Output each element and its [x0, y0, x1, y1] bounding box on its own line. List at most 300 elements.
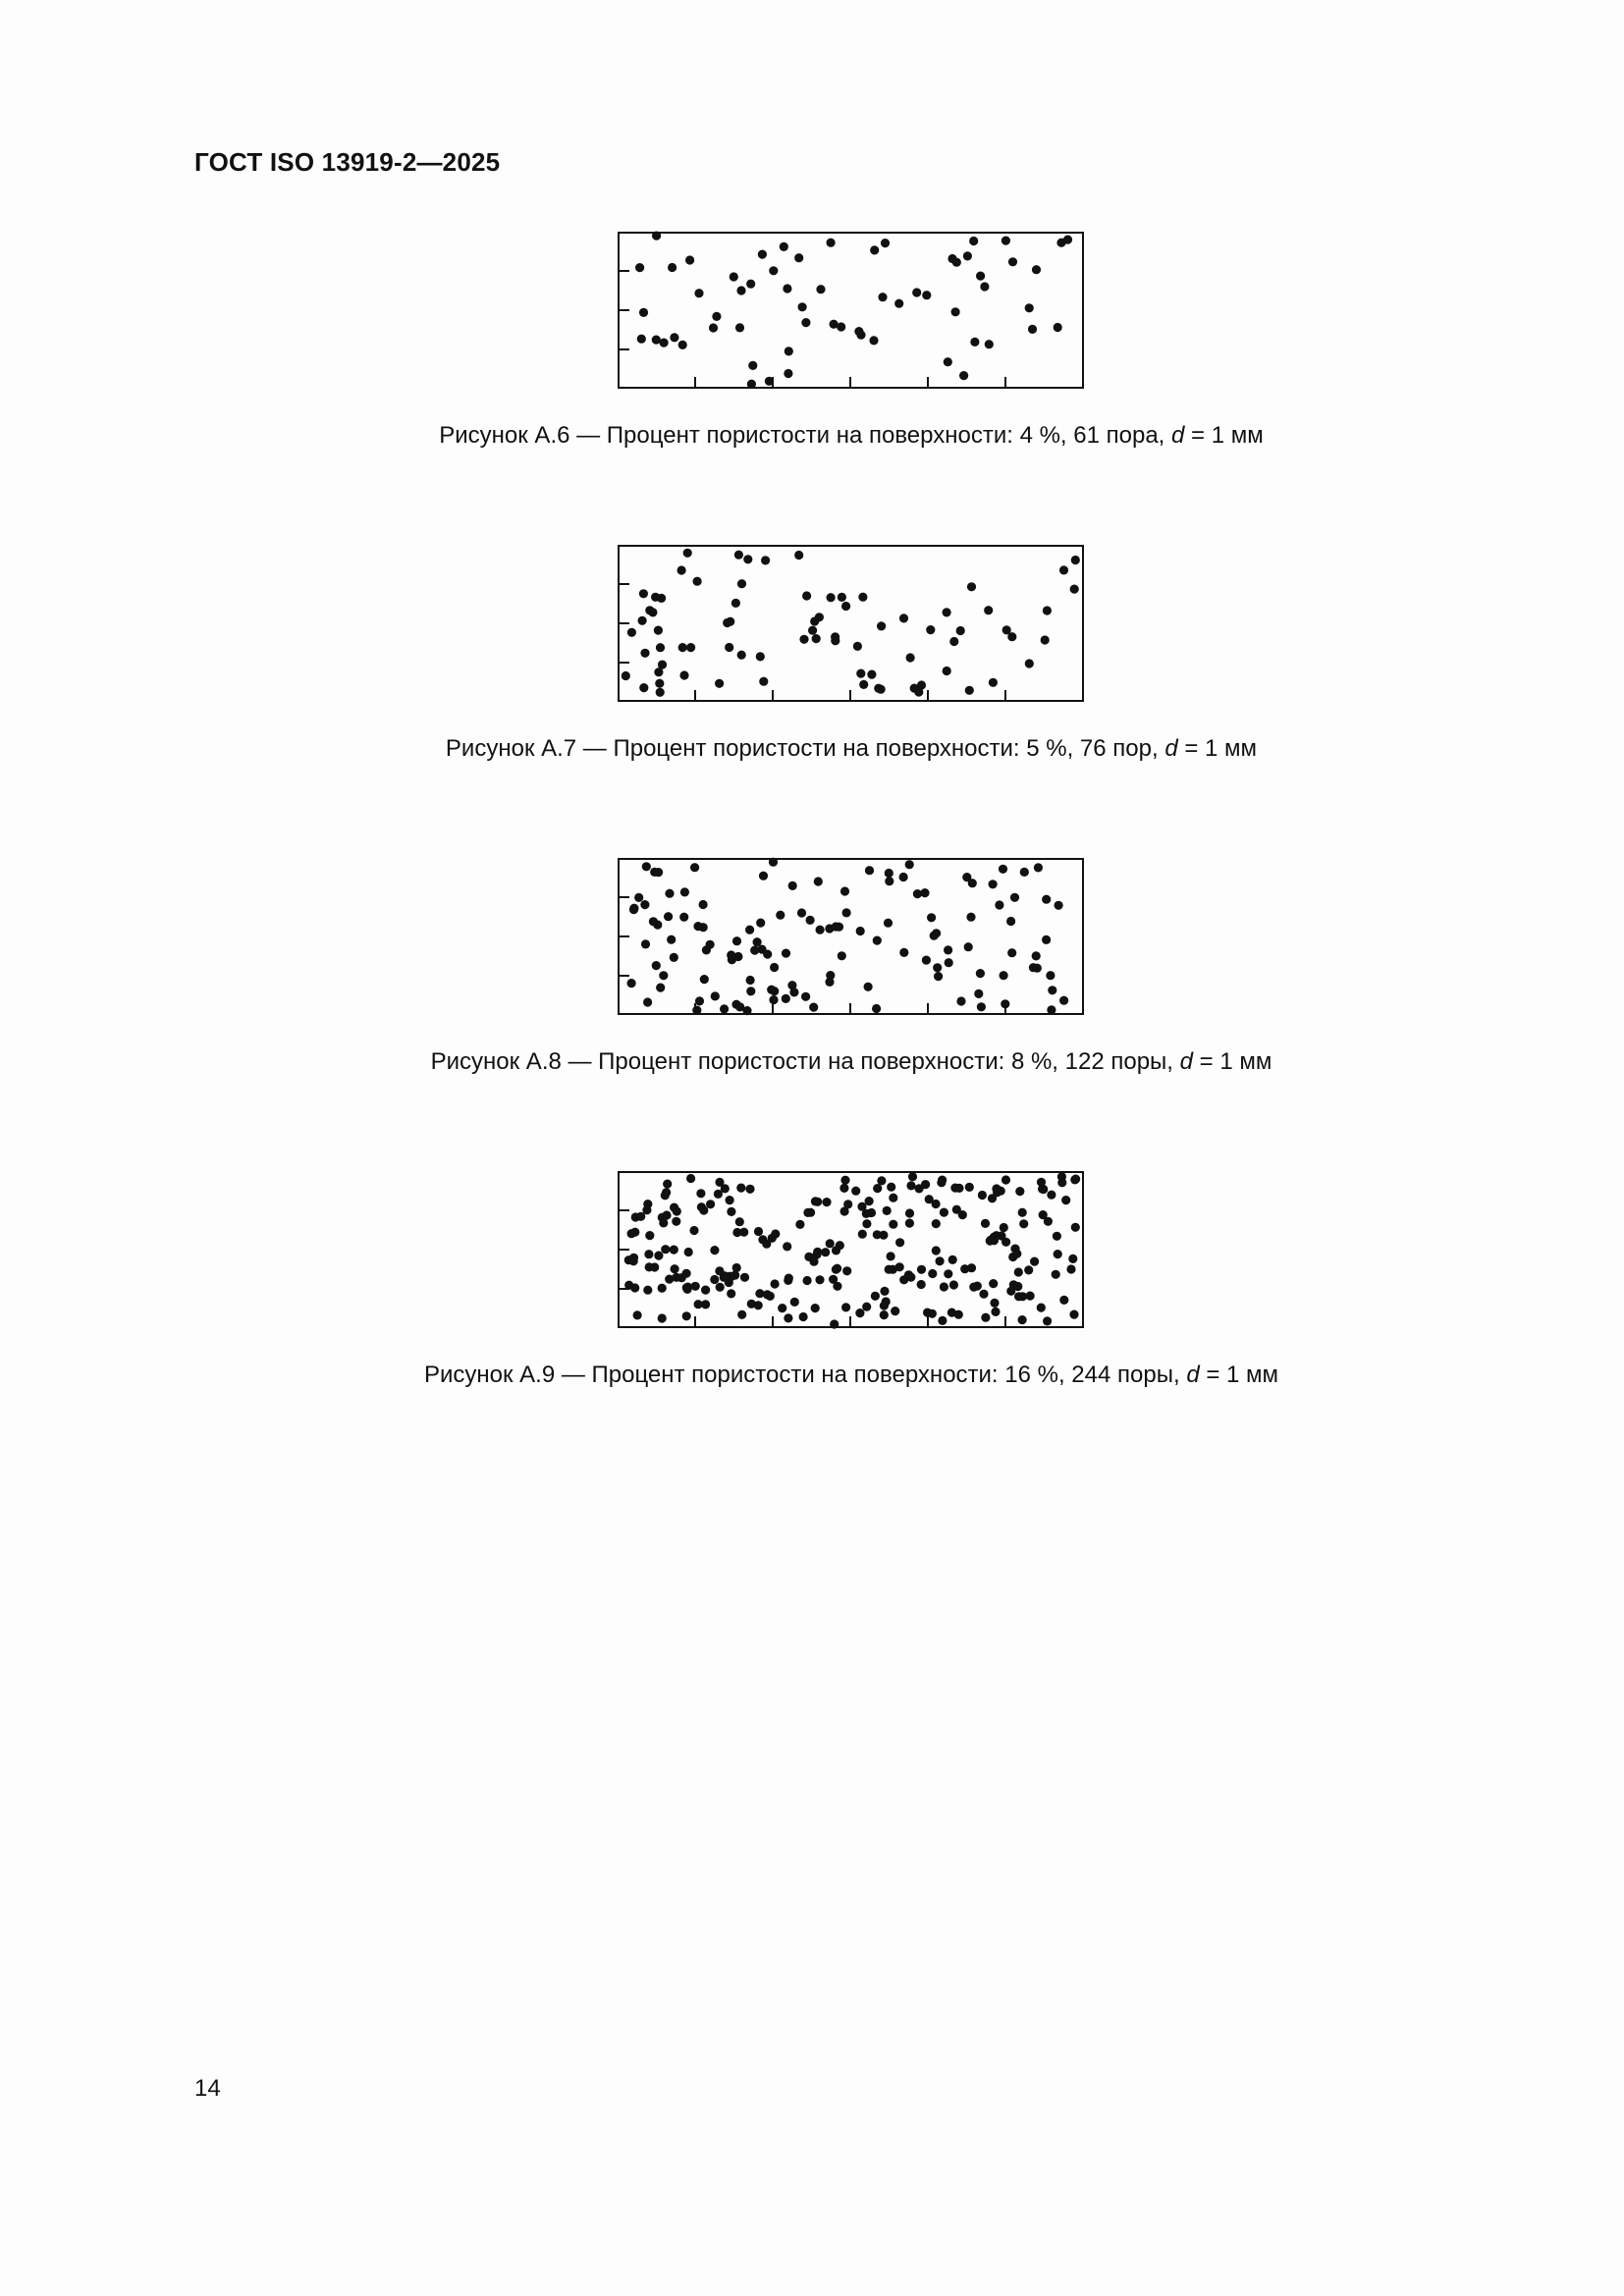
pore-dot: [654, 626, 663, 635]
pore-dot: [1018, 1208, 1027, 1217]
pore-dot: [933, 963, 942, 972]
pore-dot: [856, 669, 865, 678]
pore-dot: [843, 1200, 852, 1208]
porosity-pattern-a6: [618, 232, 1084, 389]
pore-dot: [906, 653, 915, 662]
pore-dot: [943, 608, 951, 616]
pore-dot: [1057, 1178, 1066, 1187]
pore-dot: [889, 1265, 897, 1274]
pore-dot: [627, 628, 636, 637]
pore-dot: [700, 975, 709, 984]
pore-dot: [640, 649, 649, 658]
pore-dot: [1020, 868, 1029, 877]
pore-dot: [798, 302, 807, 311]
pore-dot: [732, 936, 741, 945]
pore-dot: [649, 917, 658, 926]
pore-dot: [731, 1271, 739, 1280]
pore-dot: [881, 239, 890, 247]
pore-dot: [680, 887, 689, 896]
pore-dot: [656, 643, 665, 652]
pore-dot: [667, 935, 676, 944]
pore-dot: [938, 1316, 947, 1325]
pore-dot: [837, 322, 845, 331]
pore-dot: [1032, 951, 1041, 960]
pore-dot: [815, 1275, 824, 1284]
pore-dot: [1047, 1005, 1056, 1014]
pore-dot: [670, 1246, 678, 1255]
pore-dot: [683, 1283, 692, 1292]
pore-dot: [1001, 1175, 1010, 1184]
pore-dot: [979, 1290, 988, 1299]
pore-dot: [673, 1206, 681, 1215]
caption-variable: d: [1171, 422, 1185, 449]
pore-dot: [746, 280, 755, 289]
pore-dot: [770, 987, 779, 995]
pore-dot: [668, 263, 677, 272]
pore-dot: [730, 272, 738, 281]
pore-dot: [638, 616, 647, 625]
pore-dot: [908, 1172, 917, 1181]
pore-dot: [723, 618, 731, 627]
pore-dot: [643, 1200, 652, 1208]
pore-dot: [1018, 1315, 1027, 1324]
pore-dot: [694, 289, 703, 297]
pore-dot: [748, 361, 757, 370]
pore-dot: [944, 945, 952, 954]
pore-dot: [740, 1273, 749, 1282]
pore-dot: [763, 950, 772, 959]
pore-dot: [899, 614, 908, 622]
pore-dot: [1001, 237, 1010, 245]
pore-dot: [873, 1230, 882, 1239]
pore-dot: [643, 997, 652, 1006]
pore-dot: [1071, 1175, 1080, 1184]
pore-dot: [858, 1230, 867, 1239]
pore-dot: [880, 1287, 889, 1296]
pore-dot: [827, 593, 836, 602]
pore-dot: [1068, 1255, 1077, 1263]
pore-dot: [664, 912, 673, 921]
pore-dot: [627, 979, 636, 988]
pore-dot: [855, 1308, 864, 1317]
pore-dot: [934, 972, 943, 981]
pore-dot: [877, 621, 886, 630]
pore-dot: [661, 1191, 670, 1200]
pore-dot: [827, 239, 836, 247]
pore-dot: [838, 593, 846, 602]
pore-dot: [945, 958, 953, 967]
pore-dot: [1052, 1270, 1060, 1279]
pore-dot: [974, 989, 983, 998]
porosity-pattern-a7: [618, 545, 1084, 702]
pore-dot: [965, 686, 974, 695]
pore-dot: [956, 626, 965, 635]
pore-dot: [1055, 901, 1063, 910]
pore-dot: [923, 1308, 932, 1317]
pore-dot: [762, 1240, 771, 1249]
pore-dot: [784, 1313, 792, 1322]
pore-dot: [959, 371, 968, 380]
pore-dot: [1041, 635, 1050, 644]
pore-dot: [715, 679, 724, 688]
pore-dot: [922, 291, 931, 299]
pore-dot: [692, 1006, 701, 1015]
pore-dot: [652, 336, 661, 345]
pore-dot: [906, 1181, 915, 1190]
pore-dot: [831, 632, 839, 641]
pore-dot: [899, 873, 908, 881]
pore-dot: [658, 1313, 667, 1322]
pore-dot: [679, 913, 688, 922]
pore-dot: [759, 677, 768, 686]
pore-dot: [862, 1219, 871, 1228]
pore-dot: [659, 971, 668, 980]
pore-dot: [825, 978, 834, 987]
pore-dot: [989, 1279, 998, 1288]
pore-dot: [801, 992, 810, 1001]
page-number: 14: [194, 2075, 221, 2102]
pore-dot: [944, 357, 952, 366]
pore-dot: [899, 948, 908, 957]
pore-dot: [905, 1208, 914, 1217]
pore-dot: [1014, 1267, 1023, 1276]
pore-dot: [862, 1303, 871, 1311]
pore-dot: [980, 282, 989, 291]
pore-dot: [840, 1176, 849, 1185]
pore-dot: [1071, 556, 1080, 564]
pore-dot: [826, 1239, 835, 1248]
pore-dot: [761, 556, 770, 564]
pore-dot: [880, 1310, 889, 1319]
pore-dot: [922, 956, 931, 965]
pore-dot: [736, 286, 745, 294]
pore-dot: [906, 1273, 915, 1282]
pore-dot: [872, 1004, 881, 1013]
caption-value: = 1 мм: [1184, 735, 1258, 762]
pore-dot: [811, 1304, 820, 1312]
pore-dot: [905, 1219, 914, 1228]
pore-dot: [932, 1219, 941, 1228]
pore-dot: [756, 919, 765, 928]
pore-dot: [1059, 565, 1068, 574]
pore-dot: [665, 889, 674, 898]
pore-dot: [912, 288, 921, 296]
pore-dot: [682, 1269, 691, 1278]
pore-dot: [1059, 996, 1068, 1005]
pore-dot: [937, 1178, 946, 1187]
pore-dot: [822, 1198, 831, 1206]
pore-dot: [780, 242, 788, 251]
pore-dot: [809, 1003, 818, 1012]
pore-dot: [936, 1256, 945, 1265]
pore-dot: [714, 1190, 723, 1199]
pore-dot: [917, 1265, 926, 1274]
pore-dot: [1025, 303, 1034, 312]
pore-dot: [1039, 1210, 1048, 1219]
pore-dot: [1037, 1304, 1046, 1312]
pore-dot: [787, 981, 796, 989]
pore-dot: [895, 1238, 904, 1247]
caption-text: Рисунок А.7 — Процент пористости на поверхности: 5 %, 76 пор,: [445, 735, 1159, 762]
pore-dot: [734, 551, 743, 560]
pore-dot: [654, 1252, 663, 1260]
pore-dot: [622, 671, 630, 680]
pore-dot: [1071, 1223, 1080, 1232]
pore-dot: [1001, 999, 1009, 1008]
pore-dot: [755, 1289, 764, 1298]
pore-dot: [685, 255, 694, 264]
pore-dot: [720, 1004, 729, 1013]
pore-dot: [782, 949, 790, 958]
pore-dot: [905, 860, 914, 869]
pore-dot: [913, 889, 922, 898]
pore-dot: [726, 1196, 734, 1204]
pore-dot: [655, 679, 664, 688]
pore-dot: [995, 900, 1003, 909]
pore-dot: [839, 1184, 848, 1193]
pore-dot: [1000, 1223, 1008, 1232]
pore-dot: [670, 333, 678, 342]
pore-dot: [1043, 1316, 1052, 1325]
pore-dot: [887, 1252, 895, 1260]
pore-dot: [778, 1304, 786, 1312]
pore-dot: [882, 1297, 891, 1306]
pore-dot: [804, 1253, 813, 1261]
pore-dot: [988, 1194, 997, 1202]
pore-dot: [1010, 1245, 1019, 1254]
specimen-frame: [619, 859, 1083, 1014]
pore-dot: [716, 1283, 725, 1292]
pore-dot: [832, 1246, 840, 1255]
pore-dot: [932, 1200, 941, 1208]
pore-dot: [737, 1310, 746, 1319]
pore-dot: [758, 250, 767, 259]
pore-dot: [1054, 323, 1062, 332]
pore-dot: [728, 955, 736, 964]
pore-dot: [686, 643, 695, 652]
pore-dot: [652, 961, 661, 970]
pore-dot: [835, 923, 843, 932]
pore-dot: [745, 926, 754, 934]
pore-dot: [662, 1210, 671, 1219]
pore-dot: [889, 1220, 897, 1229]
pore-dot: [960, 1264, 969, 1273]
specimen-frame: [619, 233, 1083, 388]
pore-dot: [856, 927, 865, 935]
pore-dot: [783, 284, 791, 293]
caption-variable: d: [1164, 735, 1178, 762]
pore-dot: [806, 1208, 815, 1217]
pore-dot: [891, 1307, 899, 1315]
pore-dot: [1070, 585, 1079, 594]
pore-dot: [743, 555, 752, 563]
pore-dot: [885, 877, 893, 885]
pore-dot: [1069, 1310, 1078, 1319]
pore-dot: [885, 869, 893, 878]
pore-dot: [693, 922, 702, 931]
pore-dot: [985, 340, 994, 348]
pore-dot: [727, 1207, 735, 1216]
pore-dot: [856, 331, 865, 340]
caption-value: = 1 мм: [1206, 1362, 1279, 1388]
pore-dot: [742, 1006, 751, 1015]
pore-dot: [690, 863, 699, 872]
pore-dot: [878, 293, 887, 301]
pore-dot: [867, 670, 876, 679]
pore-dot: [689, 1226, 698, 1235]
pore-dot: [951, 307, 960, 316]
pore-dot: [658, 1284, 667, 1293]
pore-dot: [725, 1278, 733, 1287]
pore-dot: [859, 680, 868, 689]
pore-dot: [816, 285, 825, 294]
pore-dot: [840, 886, 849, 895]
pore-dot: [732, 1263, 741, 1272]
porosity-pattern-a8: [618, 858, 1084, 1015]
pore-dot: [811, 1197, 820, 1205]
pore-dot: [636, 1212, 645, 1221]
pore-dot: [991, 1308, 1000, 1316]
pore-dot: [821, 1248, 830, 1256]
pore-dot: [670, 953, 678, 962]
pore-dot: [629, 905, 638, 914]
pore-dot: [981, 1313, 990, 1322]
pore-dot: [637, 335, 646, 344]
pore-dot: [1059, 1296, 1068, 1305]
caption-variable: d: [1179, 1048, 1193, 1075]
pore-dot: [756, 652, 765, 661]
pore-dot: [682, 1311, 691, 1320]
pore-dot: [816, 926, 825, 934]
pore-dot: [679, 670, 688, 679]
pore-dot: [964, 942, 973, 951]
pore-dot: [869, 336, 878, 345]
pore-dot: [639, 589, 648, 598]
pore-dot: [969, 237, 978, 245]
pore-dot: [769, 266, 778, 275]
pore-dot: [997, 1231, 1005, 1240]
pore-dot: [812, 634, 821, 643]
pore-dot: [915, 1184, 924, 1193]
pore-dot: [1061, 1196, 1070, 1204]
pore-dot: [712, 312, 721, 321]
pore-dot: [715, 1178, 724, 1187]
caption-variable: d: [1186, 1362, 1200, 1388]
pore-dot: [1010, 893, 1019, 902]
pore-dot: [873, 936, 882, 945]
pore-dot: [706, 1200, 715, 1208]
pore-dot: [1028, 325, 1037, 334]
pore-dot: [671, 1264, 679, 1273]
pore-dot: [696, 1189, 705, 1198]
pore-dot: [927, 913, 936, 922]
pore-dot: [1066, 1264, 1075, 1273]
pore-dot: [956, 996, 965, 1005]
pore-dot: [783, 1242, 791, 1251]
pore-dot: [832, 1265, 840, 1274]
pore-dot: [954, 1310, 963, 1319]
pore-dot: [645, 606, 654, 614]
pore-dot: [815, 613, 824, 621]
pore-dot: [635, 263, 644, 272]
document-header: ГОСТ ISO 13919-2—2025: [194, 147, 501, 177]
pore-dot: [630, 1283, 639, 1292]
pore-dot: [651, 593, 660, 602]
pore-dot: [992, 1184, 1001, 1193]
pore-dot: [851, 1187, 860, 1196]
pore-dot: [747, 380, 756, 389]
pore-dot: [877, 1176, 886, 1185]
pore-dot: [978, 1191, 987, 1200]
pore-dot: [737, 579, 746, 588]
pore-dot: [999, 865, 1007, 874]
pore-dot: [808, 626, 817, 635]
pore-dot: [642, 862, 651, 871]
pore-dot: [645, 1262, 654, 1271]
pore-dot: [984, 606, 993, 614]
pore-dot: [1032, 265, 1041, 274]
pore-dot: [746, 976, 755, 985]
pore-dot: [663, 1180, 672, 1189]
pore-dot: [932, 1246, 941, 1255]
pore-dot: [1047, 1191, 1056, 1200]
pore-dot: [769, 858, 778, 867]
pore-dot: [776, 911, 785, 920]
pore-dot: [735, 323, 744, 332]
pore-dot: [656, 984, 665, 992]
pore-dot: [842, 908, 851, 917]
pore-dot: [799, 1312, 808, 1321]
pore-dot: [654, 868, 663, 877]
pore-dot: [806, 916, 815, 925]
pore-dot: [759, 872, 768, 881]
pore-dot: [949, 1280, 958, 1289]
pore-dot: [853, 642, 862, 651]
pore-dot: [965, 1183, 974, 1192]
pore-dot: [967, 582, 976, 591]
pore-dot: [884, 919, 893, 928]
pore-dot: [711, 991, 720, 1000]
caption-text: Рисунок А.9 — Процент пористости на поверхности: 16 %, 244 поры,: [423, 1362, 1180, 1388]
pore-dot: [841, 1303, 850, 1311]
pore-dot: [928, 1269, 937, 1278]
pore-dot: [639, 683, 648, 692]
pore-dot: [683, 549, 692, 558]
pore-dot: [794, 551, 803, 560]
pore-dot: [889, 1194, 897, 1202]
pore-dot: [678, 341, 687, 349]
pore-dot: [1063, 236, 1072, 244]
pore-dot: [1038, 1185, 1047, 1194]
pore-dot: [799, 635, 808, 644]
pore-dot: [1013, 1282, 1022, 1291]
pore-dot: [1030, 1257, 1039, 1266]
pore-dot: [634, 893, 643, 902]
pore-dot: [737, 651, 746, 660]
pore-dot: [1046, 971, 1055, 980]
pore-dot: [1042, 895, 1051, 904]
pore-dot: [695, 996, 704, 1005]
pore-dot: [842, 1266, 851, 1275]
pore-dot: [630, 1228, 639, 1237]
pore-dot: [802, 591, 811, 600]
pore-dot: [940, 1208, 948, 1217]
pore-dot: [656, 688, 665, 697]
pore-dot: [1024, 1265, 1033, 1274]
pore-dot: [684, 1248, 693, 1256]
pore-dot: [966, 913, 975, 922]
pore-dot: [1015, 1187, 1024, 1196]
